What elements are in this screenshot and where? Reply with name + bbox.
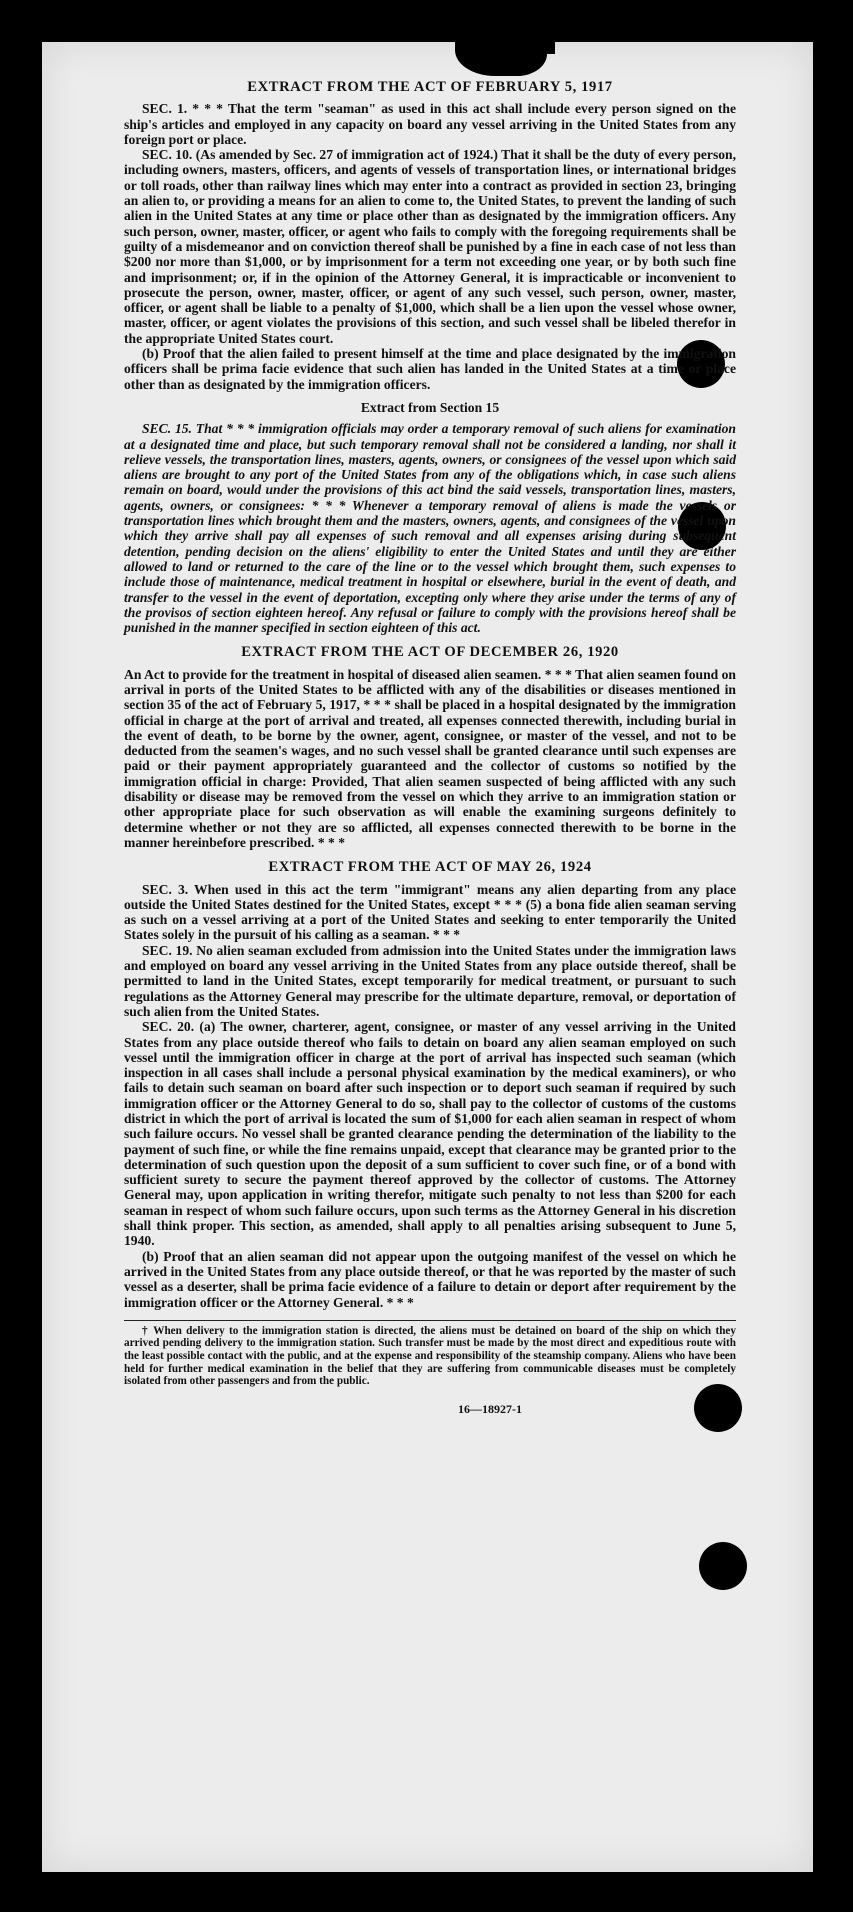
paragraph-sec-15: SEC. 15. That * * * immigration officials may order a temporary removal of such aliens for examination at a designated time and place, but such temporary removal shall not be considered a landing, nor shall it relieve vessels, the transportation lines, masters, agents, owners, or consignees of the vessel upon which said aliens are brought to any port of the United States from any of the obligations which, in case such aliens remain on board, would under the provisions of this act bind the said vessels, transportation lines, masters, agents, owners, or consignees: * * * Whenever a temporary removal of aliens is made the vessels or transportation lines which brought them and the masters, owners, agents, and consignees of the vessel upon which they arrive shall pay all expenses of such removal and all expenses arising during subsequent detention, pending decision on the aliens' eligibility to enter the United States and until they are either allowed to land or returned to the care of the line or to the vessel which brought them, such expenses to include those of maintenance, medical treatment in hospital or elsewhere, burial in the event of death, and transfer to the vessel in the event of deportation, excepting only where they arise under the terms of any of the provisos of section eighteen hereof. Any refusal or failure to comply with the provisions hereof shall be punished in the manner specified in section eighteen of this act. xyxy=(124,421,736,636)
footnote-divider xyxy=(124,1320,736,1321)
heading-act-1924: EXTRACT FROM THE ACT OF MAY 26, 1924 xyxy=(268,859,592,876)
document-body xyxy=(124,80,736,1417)
torn-edge-notch xyxy=(505,38,555,54)
paragraph-sec-20: SEC. 20. (a) The owner, charterer, agent, consignee, or master of any vessel arriving in the United States from any place outside thereof who fails to detain on board any alien seaman employed on such vessel until the immigration officer in charge at the port of arrival has inspected such seaman (which inspection in all cases shall include a personal physical examination by the medical examiners), or who fails to detain such seaman on board after such inspection or to deport such seaman if required by such immigration officer or the Attorney General to do so, shall pay to the collector of customs of the customs district in which the port of arrival is located the sum of $1,000 for each alien seaman in respect of whom such failure occurs. No vessel shall be granted clearance pending the determination of the liability to the payment of such fine, or while the fine remains unpaid, except that clearance may be granted prior to the determination of such question upon the deposit of a sum sufficient to cover such fine, or of a bond with sufficient surety to secure the payment thereof approved by the collector of customs. The Attorney General may, upon application in writing therefor, mitigate such penalty to not less than $200 for each seaman in respect of whom such failure occurs, upon such terms as the Attorney General in his discretion shall think proper. This section, as amended, shall apply to all penalties arising subsequent to June 5, 1940. xyxy=(124,1019,736,1249)
punch-hole-4 xyxy=(699,1542,747,1590)
paragraph-sec-3: SEC. 3. When used in this act the term "immigrant" means any alien departing from any place outside the United States destined for the United States, except * * * (5) a bona fide alien seaman serving as such on a vessel arriving at a port of the United States and seeking to enter temporarily the United States solely in the pursuit of his calling as a seaman. * * * xyxy=(124,881,736,943)
paragraph-sec-19: SEC. 19. No alien seaman excluded from admission into the United States under the immigration laws and employed on board any vessel arriving in the United States from any place outside thereof, shall be permitted to land in the United States, except temporarily for medical treatment, or pursuant to such regulations as the Attorney General may prescribe for the ultimate departure, removal, or deportation of such alien from the United States. xyxy=(124,942,736,1019)
footnote: † When delivery to the immigration station is directed, the aliens must be detained on board of the ship on which they arrived pending delivery to the immigration station. Such transfer must be made by the most direct and expeditious route with the least possible contact with the public, and at the expense and responsibility of the steamship company. Aliens who have been held for further medical examination in the belief that they are suffering from communicable diseases must be completely isolated from other passengers and from the public. xyxy=(124,1324,736,1388)
subheading-section-15: Extract from Section 15 xyxy=(360,399,500,415)
document-number: 16—18927-1 xyxy=(458,1401,522,1416)
paragraph-act-1920: An Act to provide for the treatment in hospital of diseased alien seamen. * * * That alien seamen found on arrival in ports of the United States to be afflicted with any of the disabilities or diseases mentioned in section 35 of the act of February 5, 1917, * * * shall be placed in a hospital designated by the immigration official in charge at the port of arrival and treated, all expenses connected therewith, including burial in the event of death, to be borne by the owner, agent, consignee, or master of the vessel, and not to be deducted from the seamen's wages, and no such vessel shall be granted clearance until such expenses are paid or their payment appropriately guaranteed and the collector of customs so notified by the immigration official in charge: Provided, That alien seamen suspected of being afflicted with any such disability or disease may be removed from the vessel on which they arrive to an immigration station or other appropriate place for such observation as will enable the examining surgeons definitely to determine whether or not they are so afflicted, all expenses connected therewith to be borne in the manner hereinbefore prescribed. * * * xyxy=(124,666,736,850)
paragraph-sec-10: SEC. 10. (As amended by Sec. 27 of immigration act of 1924.) That it shall be the duty of every person, including owners, masters, officers, and agents of vessels of transportation lines, or international bridges or toll roads, other than railway lines which may enter into a contract as provided in section 23, bringing an alien to, or providing a means for an alien to come to, the United States, to prevent the landing of such alien in the United States at any time or place other than as designated by the immigration officers. Any such person, owner, master, officer, or agent who fails to comply with the foregoing requirements shall be guilty of a misdemeanor and on conviction thereof shall be punished by a fine in each case of not less than $200 nor more than $1,000, or by imprisonment for a term not exceeding one year, or by both such fine and imprisonment; or, if in the opinion of the Attorney General, it is impracticable or inconvenient to prosecute the person, owner, master, officer, or agent of any such vessel, such person, owner, master, officer, or agent shall be liable to a penalty of $1,000, which shall be a lien upon the vessel whose owner, master, officer, or agent violates the provisions of this section, and such vessel shall be libeled therefor in the appropriate United States court. xyxy=(124,147,736,346)
paragraph-sec-1: SEC. 1. * * * That the term "seaman" as used in this act shall include every person signed on the ship's articles and employed in any capacity on board any vessel arriving in the United States from any foreign port or place. xyxy=(124,101,736,147)
heading-act-1920: EXTRACT FROM THE ACT OF DECEMBER 26, 1920 xyxy=(241,644,619,661)
heading-act-1917: EXTRACT FROM THE ACT OF FEBRUARY 5, 1917 xyxy=(247,79,613,95)
paragraph-sec-10-b: (b) Proof that the alien failed to present himself at the time and place designated by the immigration officers shall be prima facie evidence that such alien has landed in the United States at a time or place other than as designated by the immigration officers. xyxy=(124,346,736,392)
paragraph-sec-20-b: (b) Proof that an alien seaman did not appear upon the outgoing manifest of the vessel on which he arrived in the United States from any place outside thereof, or that he was reported by the master of such vessel as a deserter, shall be prima facie evidence of a failure to detain or deport after requirement by the immigration officer or the Attorney General. * * * xyxy=(124,1248,736,1310)
